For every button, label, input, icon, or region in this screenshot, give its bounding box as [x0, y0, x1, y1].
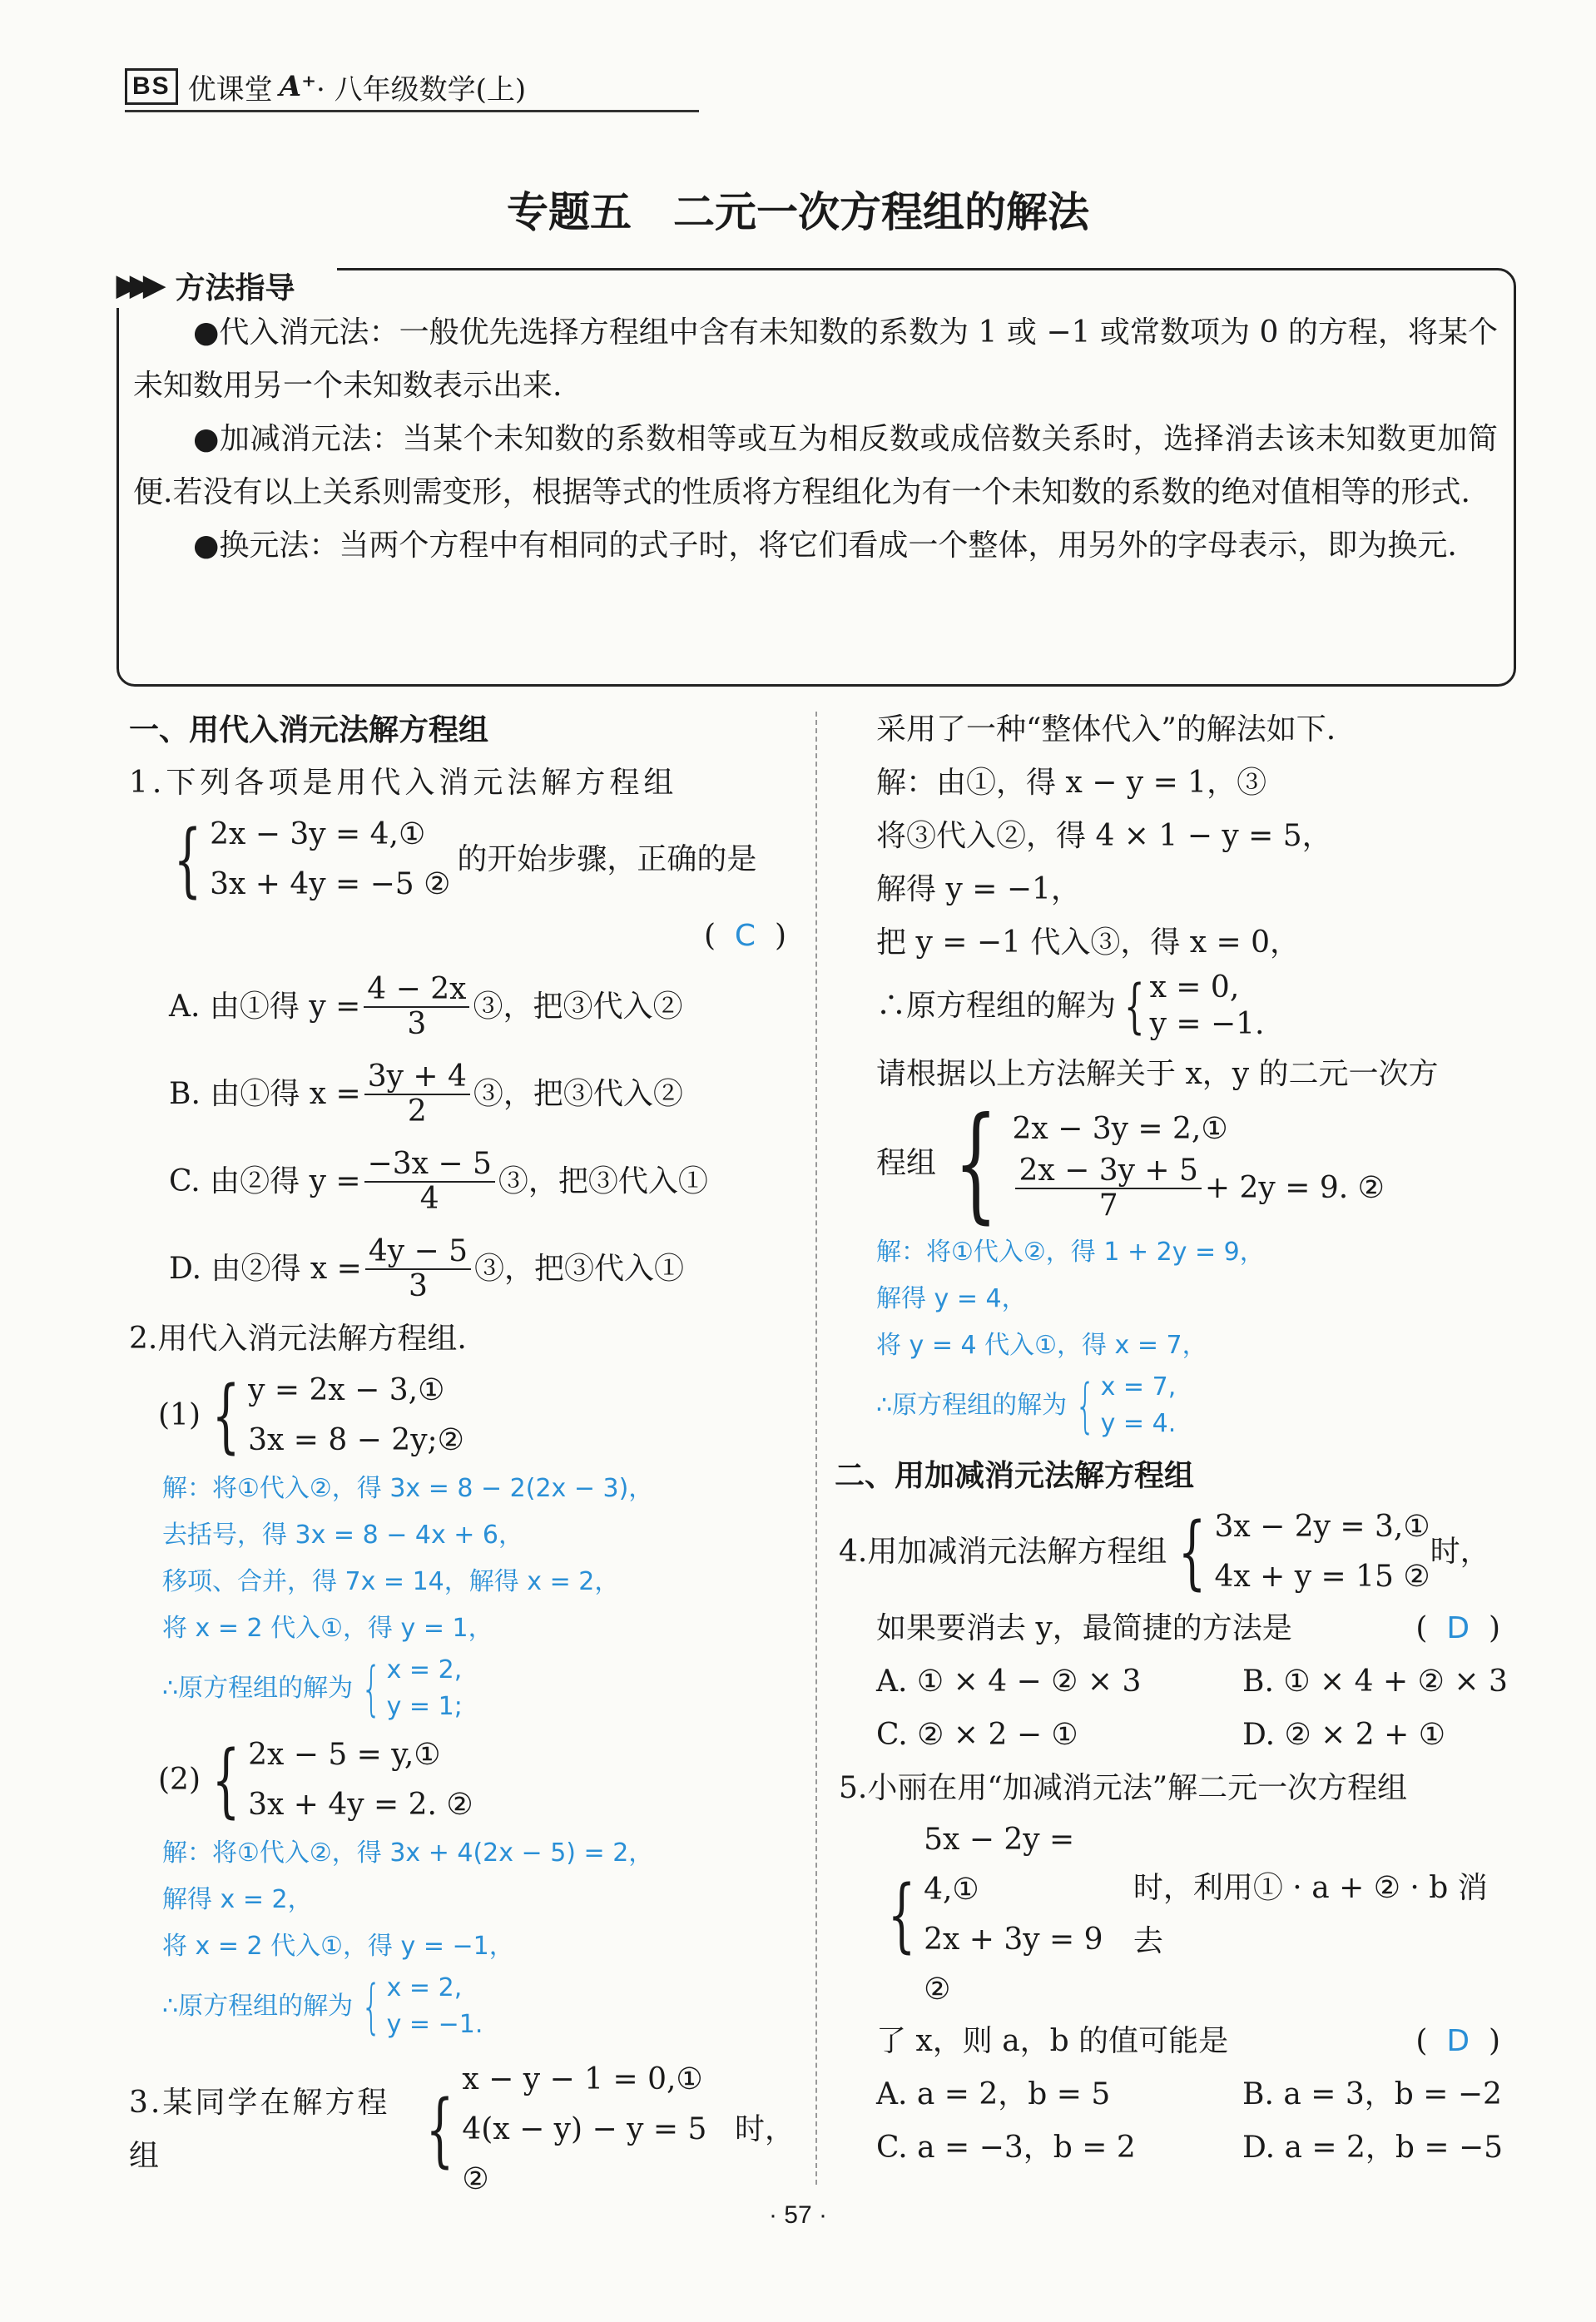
- q4-question-row: [876, 1602, 1509, 1655]
- q3-text: 采用了一种“整体代入”的解法如下.: [876, 712, 1336, 747]
- q5-answer: D: [1446, 2024, 1470, 2058]
- q3-result-system: { x = 0, y = −1.: [1124, 970, 1265, 1041]
- q5-options: [876, 2068, 1509, 2175]
- q3-final-system: { x = 7, y = 4.: [1067, 1369, 1176, 1442]
- q4-option-d: D. ② × 2 + ①: [1242, 1718, 1446, 1752]
- frac-denominator: 2: [407, 1094, 427, 1129]
- q2-1-result: [162, 1652, 795, 1725]
- q1-eq2: 3x + 4y = −5 ②: [210, 867, 451, 901]
- q2-stem: 2.用代入消元法解方程组.: [129, 1322, 467, 1356]
- q2-1-step: 移项、合并，得 7x = 14，解得 x = 2，: [162, 1567, 620, 1596]
- q4-option-c: C. ② × 2 − ①: [876, 1718, 1078, 1752]
- q1-option-b-label: B. 由①得 x =: [169, 1076, 361, 1111]
- q3-result-label: ∴原方程组的解为: [876, 989, 1117, 1023]
- q1-option-d: [169, 1225, 795, 1312]
- q4-options: [876, 1655, 1509, 1762]
- frac-numerator: −3x − 5: [364, 1148, 495, 1183]
- q5-system-row: [876, 1815, 1509, 2015]
- q1-system-row: [162, 810, 795, 910]
- q5-question-row: [876, 2015, 1509, 2068]
- subject-label: · 八年级数学(上): [316, 72, 527, 107]
- q1-answer: C: [734, 919, 756, 953]
- q3-text: 解得 y = −1，: [876, 872, 1081, 906]
- q2-2-result-y: y = −1.: [386, 2010, 483, 2039]
- q5-option-c: C. a = −3，b = 2: [876, 2131, 1136, 2165]
- method-tag: [116, 263, 337, 308]
- q3-final-result: [876, 1369, 1509, 1442]
- q3-stem: 3.某同学在解方程组: [129, 2086, 390, 2173]
- q3-task-eq2: [1012, 1154, 1384, 1223]
- page-number: · 57 ·: [768, 2201, 828, 2229]
- q2-2-result: [162, 1970, 795, 2043]
- q3-example-result: [876, 970, 1509, 1043]
- q4-option-a: A. ① × 4 − ② × 3: [876, 1665, 1142, 1699]
- q1-option-a-fraction: [364, 973, 469, 1041]
- q2-1-system-row: [158, 1366, 795, 1466]
- q3-result-x: x = 0,: [1149, 970, 1240, 1005]
- q2-2-step: 解：将①代入②，得 3x + 4(2x − 5) = 2，: [162, 1838, 654, 1868]
- q3-step: 解得 y = 4，: [876, 1284, 1027, 1313]
- q5-option-b: B. a = 3，b = −2: [1242, 2077, 1502, 2111]
- q2-2-eq2: 3x + 4y = 2. ②: [248, 1788, 473, 1822]
- page-title: 专题五 二元一次方程组的解法: [507, 187, 1089, 236]
- q2-1-result-label: ∴原方程组的解为: [162, 1674, 354, 1703]
- q2-2-system: { 2x − 5 = y,① 3x + 4y = 2. ②: [201, 1730, 473, 1830]
- q1-option-b: [169, 1050, 795, 1138]
- q5-tail: 时，利用① · a + ② · b 消去: [1133, 1871, 1488, 1958]
- method-elimination: ●加减消元法：当某个未知数的系数相等或互为相反数或成倍数关系时，选择消去该未知数更加简便.若没有以上关系则需变形，根据等式的性质将方程组化为有一个未知数的系数的绝对值相等的形式.: [133, 422, 1498, 509]
- q3-step: 解：将①代入②，得 1 + 2y = 9，: [876, 1238, 1265, 1267]
- q1-option-a-label: A. 由①得 y =: [169, 989, 361, 1024]
- section-1-heading: 一、用代入消元法解方程组: [129, 712, 489, 747]
- brand-name: 优课堂: [187, 72, 273, 107]
- q2-1-step: 将 x = 2 代入①，得 y = 1，: [162, 1614, 493, 1643]
- q4-answer-bracket: ( D ): [1415, 1611, 1500, 1645]
- q2-2-step: 解得 x = 2，: [162, 1885, 313, 1914]
- q3-system: { x − y − 1 = 0,① 4(x − y) − y = 5 ②: [414, 2055, 735, 2205]
- q4-tail: 时，: [1430, 1535, 1490, 1569]
- q2-2-result-label: ∴原方程组的解为: [162, 1992, 354, 2021]
- q1-system: { 2x − 3y = 4,① 3x + 4y = −5 ②: [162, 810, 450, 910]
- q3-text: 解：由①，得 x − y = 1，③: [876, 766, 1267, 800]
- q3-text: 将③代入②，得 4 × 1 − y = 5，: [876, 819, 1332, 853]
- q5-answer-bracket: ( D ): [1415, 2024, 1500, 2058]
- q5-system: { 5x − 2y = 4,① 2x + 3y = 9 ②: [876, 1815, 1133, 2015]
- frac-denominator: 3: [408, 1268, 428, 1303]
- q3-instruction: 请根据以上方法解关于 x，y 的二元一次方: [876, 1057, 1439, 1091]
- q1-option-a-tail: ③，把③代入②: [473, 989, 683, 1024]
- q5-option-a: A. a = 2，b = 5: [876, 2077, 1111, 2111]
- q2-1-result-y: y = 1;: [386, 1692, 463, 1721]
- q1-option-c-label: C. 由②得 y =: [169, 1163, 361, 1198]
- q2-2-solution: [162, 1830, 795, 2043]
- frac-denominator: 3: [407, 1006, 427, 1041]
- q3-final-y: y = 4.: [1100, 1409, 1177, 1438]
- q2-1-result-system: { x = 2, y = 1;: [353, 1652, 463, 1725]
- header-rule: [125, 110, 699, 112]
- q3-task-system: { 2x − 3y = 2,① $\frac{2x - 3y + 5}{7}$ + 2y = 9. ②: [954, 1091, 1385, 1236]
- frac-denominator: 7: [1098, 1188, 1118, 1223]
- frac-numerator: 4y − 5: [365, 1235, 471, 1270]
- frac-numerator: 3y + 4: [364, 1060, 470, 1095]
- publisher-logo: BS: [125, 68, 178, 105]
- q1-option-c: [169, 1138, 795, 1225]
- q5-option-d: D. a = 2，b = −5: [1242, 2131, 1504, 2165]
- q2-1-system: { y = 2x − 3,① 3x = 8 − 2y;②: [201, 1366, 464, 1466]
- method-text: [133, 306, 1498, 573]
- q3-instruction-tail: 程组: [876, 1146, 937, 1180]
- q5-stem: 5.小丽在用“加减消元法”解二元一次方程组: [839, 1771, 1408, 1805]
- page-header: [125, 65, 526, 108]
- q3-final-label: ∴原方程组的解为: [876, 1391, 1068, 1420]
- q2-1-eq1: y = 2x − 3,①: [248, 1373, 445, 1407]
- q2-1-solution: [162, 1466, 795, 1725]
- q1-eq1: 2x − 3y = 4,①: [210, 817, 426, 851]
- q2-1-step: 解：将①代入②，得 3x = 8 − 2(2x − 3)，: [162, 1474, 654, 1503]
- q3-step: 将 y = 4 代入①，得 x = 7，: [876, 1331, 1207, 1360]
- q3-final-x: x = 7,: [1100, 1372, 1177, 1402]
- frac-numerator: 4 − 2x: [364, 973, 469, 1008]
- q3-task-system-row: [876, 1091, 1509, 1236]
- column-divider: [815, 712, 817, 2185]
- q1-option-d-label: D. 由②得 x =: [169, 1251, 362, 1286]
- q4-option-b: B. ① × 4 + ② × 3: [1242, 1665, 1508, 1699]
- q2-2-label: (2): [158, 1763, 201, 1797]
- q1-option-c-fraction: [364, 1148, 495, 1216]
- q3-eq2: 4(x − y) − y = 5 ②: [462, 2112, 707, 2196]
- q1-answer-bracket: ( C ): [703, 919, 786, 953]
- q2-2-result-system: { x = 2, y = −1.: [353, 1970, 483, 2043]
- q2-1-result-x: x = 2,: [386, 1655, 463, 1684]
- series-mark: A⁺: [279, 70, 317, 103]
- q4-eq2: 4x + y = 15 ②: [1214, 1560, 1430, 1594]
- q5-question: 了 x，则 a，b 的值可能是: [876, 2024, 1229, 2058]
- q3-task-eq2-tail: + 2y = 9. ②: [1204, 1171, 1385, 1205]
- q1-option-b-tail: ③，把③代入②: [473, 1076, 683, 1111]
- q4-stem: 4.用加减消元法解方程组: [839, 1535, 1167, 1569]
- q3-result-y: y = −1.: [1149, 1007, 1265, 1041]
- method-tag-label: 方法指导: [175, 270, 295, 305]
- q2-1-label: (1): [158, 1398, 201, 1432]
- q1-option-d-tail: ③，把③代入①: [474, 1251, 685, 1286]
- q2-2-step: 将 x = 2 代入①，得 y = −1，: [162, 1932, 514, 1961]
- q2-2-result-x: x = 2,: [386, 1973, 463, 2002]
- q2-1-eq2: 3x = 8 − 2y;②: [248, 1423, 464, 1457]
- q3-stem-row: [129, 2055, 795, 2205]
- q4-eq1: 3x − 2y = 3,①: [1214, 1510, 1430, 1544]
- q1-option-b-fraction: [364, 1060, 470, 1129]
- q2-1-step: 去括号，得 3x = 8 − 4x + 6，: [162, 1521, 524, 1550]
- frac-numerator: 2x − 3y + 5: [1015, 1154, 1201, 1189]
- q3-eq1: x − y − 1 = 0,①: [462, 2062, 703, 2096]
- q3-task-eq1: 2x − 3y = 2,①: [1012, 1112, 1228, 1146]
- q1-tail: 的开始步骤，正确的是: [457, 842, 757, 876]
- q3-text: 把 y = −1 代入③，得 x = 0，: [876, 925, 1301, 960]
- q3-solution: [876, 1229, 1509, 1442]
- right-column: [835, 703, 1509, 2175]
- q1-options: [169, 963, 795, 1312]
- q4-stem-row: [839, 1502, 1509, 1602]
- q1-option-d-fraction: [365, 1235, 471, 1303]
- left-column: [129, 703, 795, 2205]
- q4-system: { 3x − 2y = 3,① 4x + y = 15 ②: [1167, 1502, 1430, 1602]
- q2-2-eq1: 2x − 5 = y,①: [248, 1738, 441, 1772]
- q1-option-c-tail: ③，把③代入①: [498, 1163, 708, 1198]
- method-change-variable: ●换元法：当两个方程中有相同的式子时，将它们看成一个整体，用另外的字母表示，即为换元.: [193, 528, 1457, 563]
- q2-2-system-row: [158, 1730, 795, 1830]
- method-substitution: ●代入消元法：一般优先选择方程组中含有未知数的系数为 1 或 −1 或常数项为 0 的方程，将某个未知数用另一个未知数表示出来.: [133, 315, 1498, 403]
- triple-arrow-icon: ▶▶▶: [116, 270, 157, 301]
- frac-denominator: 4: [419, 1181, 439, 1216]
- section-2-heading: 二、用加减消元法解方程组: [835, 1458, 1195, 1492]
- q3-tail: 时，: [734, 2112, 795, 2146]
- q1-option-a: [169, 963, 795, 1050]
- q1-stem: 1.下列各项是用代入消元法解方程组: [129, 766, 678, 800]
- q4-question: 如果要消去 y，最简捷的方法是: [876, 1611, 1292, 1645]
- q5-eq1: 5x − 2y = 4,①: [924, 1823, 1075, 1907]
- q5-eq2: 2x + 3y = 9 ②: [924, 1923, 1103, 2007]
- q4-answer: D: [1446, 1611, 1470, 1645]
